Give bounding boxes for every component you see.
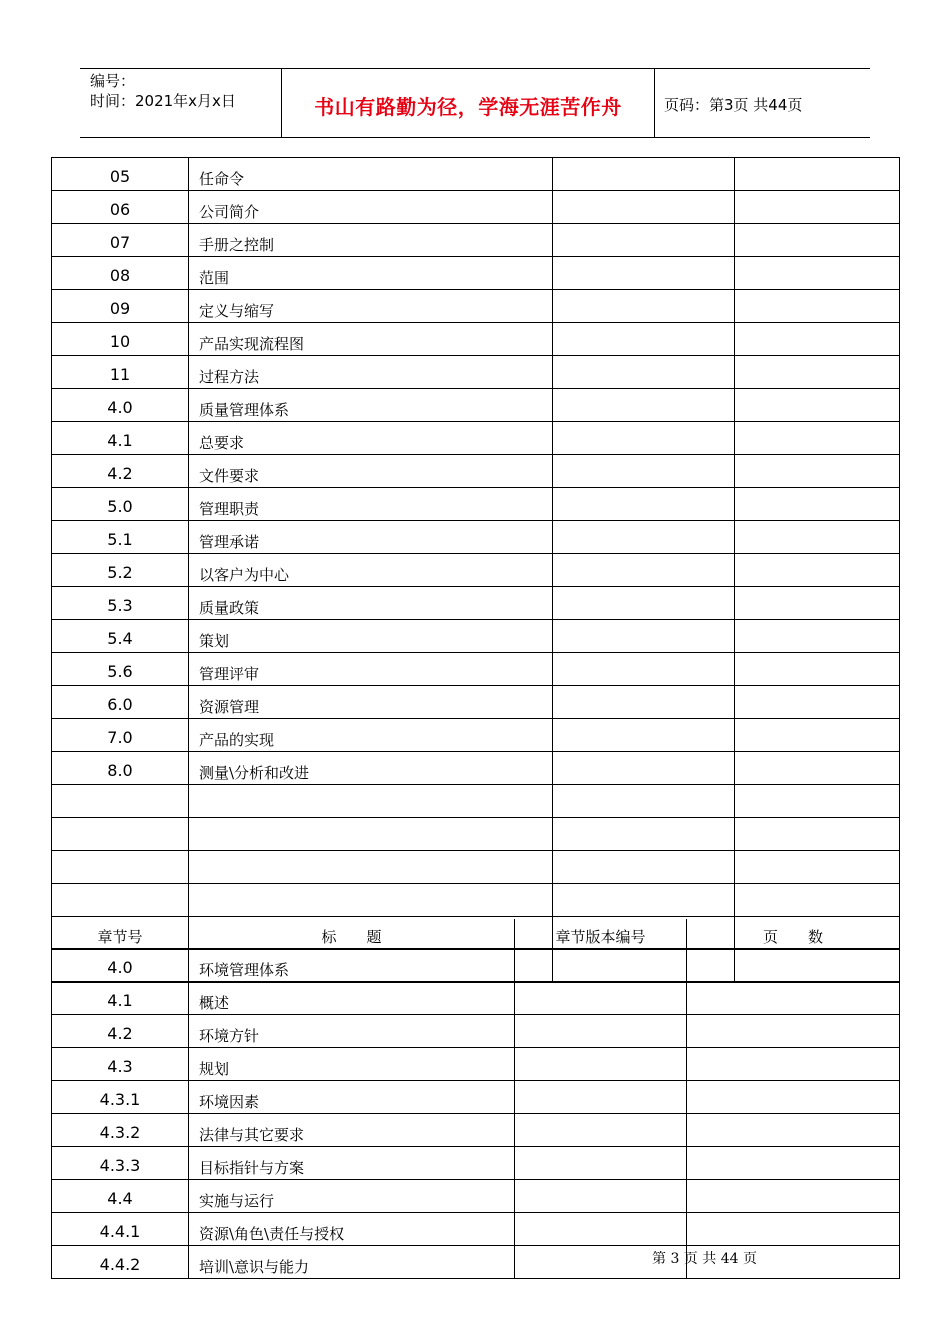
chapter-title [189, 785, 553, 818]
table-row [52, 818, 900, 851]
chapter-title: 任命令 [189, 158, 553, 191]
table-row [52, 1147, 900, 1180]
chapter-number: 5.4 [52, 620, 189, 653]
pages-cell [735, 752, 900, 785]
table-row [52, 785, 900, 818]
chapter-title: 管理评审 [189, 653, 553, 686]
pages-cell [735, 389, 900, 422]
chapter-title: 质量管理体系 [189, 389, 553, 422]
pages-cell [735, 686, 900, 719]
chapter-title: 资源管理 [189, 686, 553, 719]
version-cell [515, 1048, 687, 1081]
table-row [52, 1114, 900, 1147]
column-header-chapter: 章节号 [52, 919, 189, 949]
version-cell [553, 224, 735, 257]
chapter-number: 4.0 [52, 389, 189, 422]
table-row [52, 455, 900, 488]
pages-cell [687, 949, 900, 982]
version-cell [553, 521, 735, 554]
chapter-title: 过程方法 [189, 356, 553, 389]
chapter-number: 8.0 [52, 752, 189, 785]
table-row [52, 949, 900, 982]
chapter-title: 质量政策 [189, 587, 553, 620]
version-cell [553, 785, 735, 818]
version-cell [553, 554, 735, 587]
chapter-number [52, 785, 189, 818]
version-cell [553, 422, 735, 455]
chapter-title [189, 851, 553, 884]
table-row [52, 1015, 900, 1048]
table-row [52, 851, 900, 884]
chapter-title: 测量\分析和改进 [189, 752, 553, 785]
chapter-number: 5.0 [52, 488, 189, 521]
chapter-title: 公司简介 [189, 191, 553, 224]
table-row [52, 323, 900, 356]
pages-cell [735, 785, 900, 818]
version-cell [553, 158, 735, 191]
version-cell [515, 1213, 687, 1246]
chapter-title: 管理职责 [189, 488, 553, 521]
version-cell [553, 191, 735, 224]
version-cell [553, 752, 735, 785]
version-cell [515, 1081, 687, 1114]
version-cell [515, 1147, 687, 1180]
chapter-number: 4.1 [52, 982, 189, 1015]
chapter-number: 4.3.3 [52, 1147, 189, 1180]
version-cell [553, 686, 735, 719]
document-date: 时间：2021年x月x日 [90, 92, 236, 110]
table-row [52, 1081, 900, 1114]
pages-cell [735, 158, 900, 191]
version-cell [553, 587, 735, 620]
table-row [52, 422, 900, 455]
pages-cell [687, 1213, 900, 1246]
chapter-number: 4.3.1 [52, 1081, 189, 1114]
table-row [52, 488, 900, 521]
pages-cell [687, 982, 900, 1015]
column-header-pages: 页 数 [687, 919, 900, 949]
version-cell [515, 949, 687, 982]
chapter-number: 4.3.2 [52, 1114, 189, 1147]
document-number-label: 编号： [90, 72, 136, 90]
pages-cell [735, 422, 900, 455]
header-meta [90, 71, 236, 111]
chapter-number [52, 851, 189, 884]
chapter-number: 4.4 [52, 1180, 189, 1213]
table-row [52, 224, 900, 257]
pages-cell [735, 323, 900, 356]
table-row [52, 554, 900, 587]
table-row [52, 1048, 900, 1081]
version-cell [515, 1180, 687, 1213]
chapter-title: 手册之控制 [189, 224, 553, 257]
chapter-title: 培训\意识与能力 [189, 1246, 515, 1279]
table-row [52, 620, 900, 653]
version-cell [553, 257, 735, 290]
chapter-number: 5.2 [52, 554, 189, 587]
chapter-title: 概述 [189, 982, 515, 1015]
chapter-title: 产品实现流程图 [189, 323, 553, 356]
chapter-title: 产品的实现 [189, 719, 553, 752]
pages-cell [735, 224, 900, 257]
table-row [52, 653, 900, 686]
chapter-number: 06 [52, 191, 189, 224]
pages-cell [735, 191, 900, 224]
pages-cell [687, 1114, 900, 1147]
toc-table-upper [51, 157, 900, 983]
pages-cell [687, 1147, 900, 1180]
pages-cell [735, 356, 900, 389]
version-cell [553, 488, 735, 521]
chapter-number: 09 [52, 290, 189, 323]
version-cell [553, 818, 735, 851]
page-footer: 第 3 页 共 44 页 [652, 1251, 757, 1267]
version-cell [553, 356, 735, 389]
pages-cell [735, 719, 900, 752]
chapter-title: 定义与缩写 [189, 290, 553, 323]
table-header-row [52, 919, 900, 949]
column-header-version: 章节版本编号 [515, 919, 687, 949]
table-row [52, 191, 900, 224]
chapter-number: 05 [52, 158, 189, 191]
chapter-title: 法律与其它要求 [189, 1114, 515, 1147]
column-header-title: 标 题 [189, 919, 515, 949]
table-row [52, 257, 900, 290]
chapter-title [189, 818, 553, 851]
table-row [52, 752, 900, 785]
pages-cell [687, 1180, 900, 1213]
document-header [80, 68, 870, 138]
version-cell [553, 389, 735, 422]
chapter-number: 4.2 [52, 455, 189, 488]
version-cell [553, 620, 735, 653]
pages-cell [735, 554, 900, 587]
chapter-title: 总要求 [189, 422, 553, 455]
header-motto: 书山有路勤为径，学海无涯苦作舟 [314, 95, 622, 119]
table-row [52, 1213, 900, 1246]
chapter-number: 4.0 [52, 949, 189, 982]
version-cell [515, 982, 687, 1015]
chapter-number: 7.0 [52, 719, 189, 752]
chapter-title: 文件要求 [189, 455, 553, 488]
chapter-title [189, 884, 553, 917]
pages-cell [735, 257, 900, 290]
table-row [52, 1246, 900, 1279]
version-cell [553, 653, 735, 686]
chapter-number: 4.3 [52, 1048, 189, 1081]
pages-cell [735, 653, 900, 686]
chapter-number: 6.0 [52, 686, 189, 719]
pages-cell [735, 290, 900, 323]
chapter-number: 5.3 [52, 587, 189, 620]
pages-cell [735, 521, 900, 554]
chapter-number [52, 884, 189, 917]
table-row [52, 1180, 900, 1213]
pages-cell [687, 1015, 900, 1048]
version-cell [515, 1114, 687, 1147]
chapter-title: 目标指针与方案 [189, 1147, 515, 1180]
chapter-number: 10 [52, 323, 189, 356]
table-row [52, 884, 900, 917]
chapter-title: 管理承诺 [189, 521, 553, 554]
chapter-number: 08 [52, 257, 189, 290]
chapter-number: 07 [52, 224, 189, 257]
chapter-title: 范围 [189, 257, 553, 290]
version-cell [553, 290, 735, 323]
chapter-number: 11 [52, 356, 189, 389]
chapter-title: 策划 [189, 620, 553, 653]
header-page-info: 页码：第3页 共44页 [664, 96, 803, 114]
version-cell [553, 884, 735, 917]
table-row [52, 686, 900, 719]
table-row [52, 158, 900, 191]
table-row [52, 982, 900, 1015]
chapter-title: 实施与运行 [189, 1180, 515, 1213]
pages-cell [735, 884, 900, 917]
chapter-number [52, 818, 189, 851]
version-cell [553, 323, 735, 356]
table-row [52, 356, 900, 389]
chapter-number: 4.1 [52, 422, 189, 455]
table-row [52, 290, 900, 323]
table-row [52, 719, 900, 752]
pages-cell [735, 587, 900, 620]
table-row [52, 587, 900, 620]
table-row [52, 521, 900, 554]
pages-cell [687, 1048, 900, 1081]
chapter-title: 环境管理体系 [189, 949, 515, 982]
chapter-number: 4.2 [52, 1015, 189, 1048]
chapter-title: 以客户为中心 [189, 554, 553, 587]
pages-cell [735, 620, 900, 653]
chapter-number: 4.4.2 [52, 1246, 189, 1279]
version-cell [515, 1015, 687, 1048]
version-cell [553, 851, 735, 884]
chapter-title: 环境因素 [189, 1081, 515, 1114]
version-cell [553, 455, 735, 488]
chapter-number: 5.1 [52, 521, 189, 554]
pages-cell [735, 818, 900, 851]
header-divider [654, 69, 655, 137]
pages-cell [735, 455, 900, 488]
chapter-number: 4.4.1 [52, 1213, 189, 1246]
table-row [52, 389, 900, 422]
pages-cell [687, 1081, 900, 1114]
chapter-title: 环境方针 [189, 1015, 515, 1048]
toc-table-lower [51, 919, 900, 1279]
pages-cell [735, 488, 900, 521]
chapter-title: 资源\角色\责任与授权 [189, 1213, 515, 1246]
chapter-number: 5.6 [52, 653, 189, 686]
version-cell [553, 719, 735, 752]
chapter-title: 规划 [189, 1048, 515, 1081]
pages-cell [735, 851, 900, 884]
